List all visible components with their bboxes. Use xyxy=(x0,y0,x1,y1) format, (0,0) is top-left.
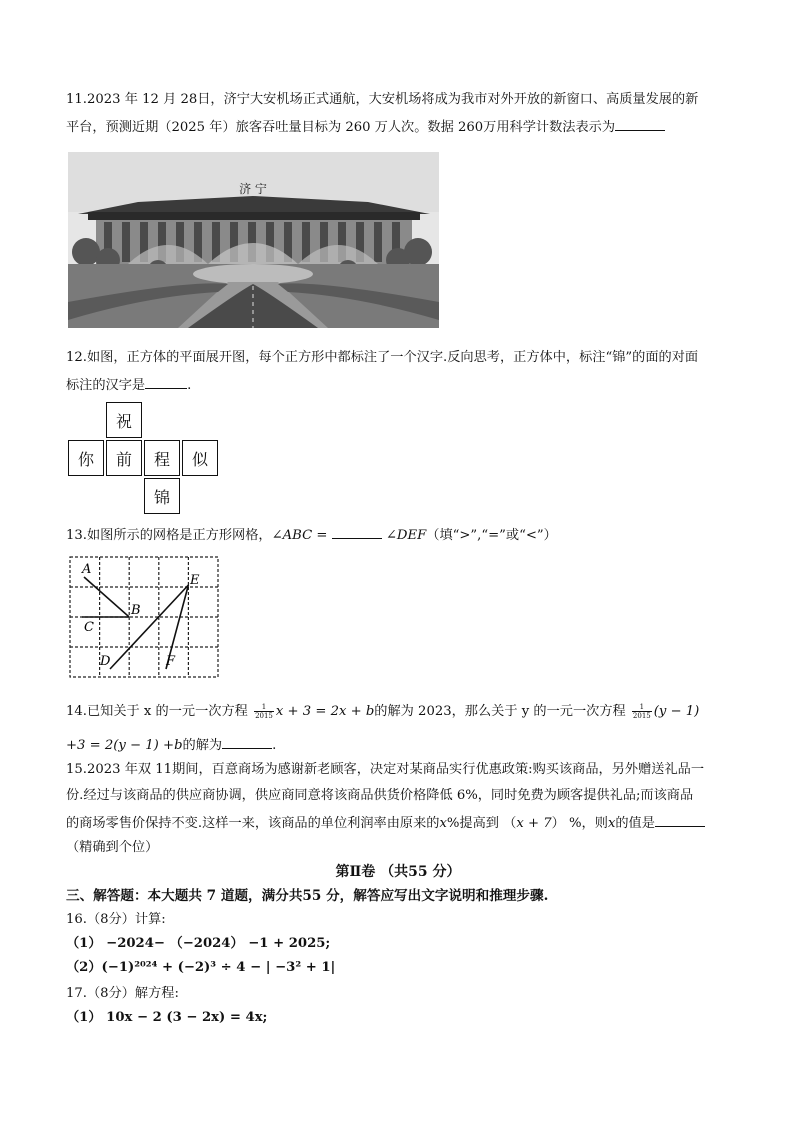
airport-photo xyxy=(68,152,439,328)
answer-blank-12[interactable] xyxy=(145,374,187,389)
label-E: E xyxy=(190,573,200,588)
q11-line1: 11.2023 年 12 月 28日，济宁大安机场正式通航，大安机场将成为我市对外开放的新窗口、高质量发展的新 xyxy=(66,92,699,107)
square-grid-figure xyxy=(68,555,220,681)
section-heading: 三、解答题：本大题共 7 道题，满分共55 分，解答应写出文字说明和推理步骤. xyxy=(66,888,549,904)
q14-line1: 14.已知关于 x 的一元一次方程 $\frac{1}{2015}$ x + 3 = 2x + b的解为 2023，那么关于 y 的一元一次方程 $\frac{1}{2015}$ (y − 1) xyxy=(66,703,700,720)
q12-line2: 标注的汉字是 . xyxy=(66,374,730,396)
answer-blank-11[interactable] xyxy=(615,116,665,131)
segment-AB xyxy=(84,577,129,617)
q15-line4: （精确到个位） xyxy=(66,840,159,855)
net-cell-ni: 你 xyxy=(68,440,104,476)
q15-line2: 份.经过与该商品的供应商协调，供应商同意将该商品供货价格降低 6%，同时免费为顾客提供礼品;而该商品 xyxy=(66,788,694,803)
answer-blank-15[interactable] xyxy=(655,812,705,827)
net-cell-zhu: 祝 xyxy=(106,402,142,438)
q15-line1: 15.2023 年双 11期间，百意商场为感谢新老顾客，决定对某商品实行优惠政策:购买该商品，另外赠送礼品一 xyxy=(66,762,705,777)
q16-item2: （2）(−1)²⁰²⁴ + (−2)³ ÷ 4 − | −3² + 1| xyxy=(66,960,336,975)
answer-blank-13[interactable] xyxy=(332,524,382,539)
cube-net xyxy=(68,402,220,516)
label-A: A xyxy=(82,562,92,577)
answer-blank-14[interactable] xyxy=(222,734,272,749)
net-cell-jin: 锦 xyxy=(144,478,180,514)
q13-line: 13.如图所示的网格是正方形网格，∠ABC = ∠DEF（填“>”,“=”或“<”） xyxy=(66,524,730,546)
section-title: 第Ⅱ卷 （共55 分） xyxy=(335,864,461,880)
net-cell-cheng: 程 xyxy=(144,440,180,476)
label-C: C xyxy=(84,620,94,635)
q11-line2: 平台，预测近期（2025 年）旅客吞吐量目标为 260 万人次。数据 260万用科学计数法表示为 xyxy=(66,116,730,138)
label-F: F xyxy=(166,654,176,669)
net-cell-si: 似 xyxy=(182,440,218,476)
q16-item1: （1） −2024− （−2024） −1 + 2025; xyxy=(66,936,331,951)
q17-item1: （1） 10x − 2 (3 − 2x) = 4x; xyxy=(66,1010,268,1025)
label-B: B xyxy=(131,603,141,618)
q14-line2: +3 = 2(y − 1) +b的解为 . xyxy=(66,734,730,756)
fraction-1-2015-b: $\frac{1}{2015}$ xyxy=(632,703,651,720)
q17-title: 17.（8分）解方程: xyxy=(66,986,179,1001)
net-cell-qian: 前 xyxy=(106,440,142,476)
photo-sign: 济 宁 xyxy=(239,182,267,196)
q16-title: 16.（8分）计算: xyxy=(66,912,166,927)
fraction-1-2015: $\frac{1}{2015}$ xyxy=(255,703,273,720)
q15-line3: 的商场零售价保持不变.这样一来，该商品的单位利润率由原来的x%提高到 （x + 7） %，则x的值是 xyxy=(66,812,730,834)
q12-line1: 12.如图，正方体的平面展开图，每个正方形中都标注了一个汉字.反向思考，正方体中，标注“锦”的面的对面 xyxy=(66,350,699,365)
label-D: D xyxy=(100,654,111,669)
